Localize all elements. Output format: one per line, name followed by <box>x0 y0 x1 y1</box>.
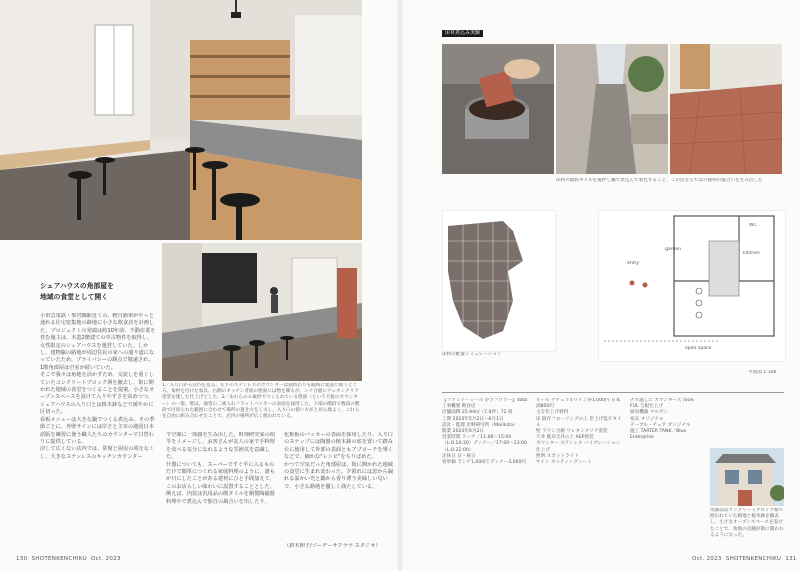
body-paragraph-6: 什器についても、スーパーですぐ手に入るものだけで簡単につくれる家庭料理のように、誰もが日にしたことがある建材にひと手間加えて、このお店らしい味わいに設置することとした。例えば、内装は汎用品の階タイルを桐製陶磁器料理やで煮込んで独自の風合いを出したり、 <box>166 461 275 505</box>
plan-label-entry: entry <box>627 261 640 266</box>
plan-label-kitchen: kitchen <box>743 251 760 256</box>
alley-photo <box>556 44 668 174</box>
body-paragraph-8: かつて空室だった角部屋は、街に開かれた地域の食堂に生まれ変わった。夕暮れには窓から漏れる温かい光と鍋から香り漂う美味しい匂いで、小さな路地を優しく満たしている。 <box>284 461 393 490</box>
right-page <box>402 0 800 571</box>
plan-label-garden: garden <box>665 247 682 252</box>
body-paragraph-7: 化粧板のバッカーの表面を採用したり、入り口のステップには陶器の植木鉢の底を置いて踏み台に使用して外部の表面ともアプローチを導くなどで、細かな"レシピ"をちりばめた。 <box>284 432 393 461</box>
spec-column-2: ビール ナチュラルワイン各1,000円 日本酒800円 主な仕上げ材料 床 既存フローリングの上 臣上げ塩ビタイル 壁 ラワン合板 ウレタンクリア塗装 天井 既存天井の上 AEP塗装 カウンター ステンレス バイブレーション仕上げ 照明 スポットライト サイン カッティングシート <box>536 398 622 466</box>
experiment-caption: 床材の階段タイルを撹拌し鍋で煮込んで着色すること、この店ならではの独特の風合いを生み出した <box>556 178 763 183</box>
body-paragraph-1: 小田急電鉄・参宮橋駅近くの、軽自動車がやっと通れる住宅密集地の路地に小さな飲食店を計画した。プロジェクトの発端は約10年前、不動産業を営む施主は、木造2階建ての中古物件を取得し、女性限定のシェアハウスを運営していた。しかし、建物脇の路地が周辺住民の家への通り道になっていたため、プライバシーの観点で敬遠され、1階角部屋は空室が続いていた。 <box>40 313 156 371</box>
page-number: 131 <box>785 556 797 562</box>
photo-caption: 1／入り口から店内を見る。左手のステンレスのカウンターは週替わりも臨時に建設に使うところ。角材を付けた家具、右側のキッチン背面の壁面には物を飾るが、シナ合板にウレタンクリア塗装を施した仕上げとした。2／あれらのル素材でつくられている壁面（という天板のカウンター）の一般。壁は、通常の二重入れフラットバッカーの表面を採用した、下部の階段で数段の階段で区切られた範囲に合わせて場所の置き方を工夫し、入り口の使い方がと居心地よく、これらを自由に組み合わせたことで、店内の場所が広く使われている。 <box>162 383 360 420</box>
article-heading-line1: シェアハウスの角部屋を <box>40 282 114 290</box>
stew-experiment-photo <box>442 44 554 174</box>
left-folio <box>16 556 121 562</box>
floor-plan <box>598 210 786 362</box>
author-credit: （鈴木伸子/ゾーデーサクラマ スタジオ） <box>284 543 381 549</box>
body-text-col3 <box>284 432 394 542</box>
interior-main-photo <box>0 0 362 240</box>
simulation-caption: 床材の配置シミュレーション <box>442 352 502 357</box>
article-heading-line2: 地域の食堂として開く <box>40 293 108 301</box>
spec-rule <box>442 392 784 393</box>
right-folio <box>692 556 797 562</box>
body-paragraph-2: そこで我々は角地を活かすため、交流しを重くしていたコンクリートブロック塀を撤去し、街に開かれた地域の食堂をつくることを提案。小さなオープンスペースを設けて入りやすさを高めつつ、シェアハウスの入り口とは植木鉢などで緩やかに区切った。 <box>40 372 155 416</box>
magazine-name: SHOTENKENCHIKU <box>725 556 782 562</box>
body-paragraph-3: 看板メニューは大きな鍋でつくる煮込み。その季節ごとに、外壁サインには岸さと主宰の地図日本語版を練習に使う職人たちのカウンターで日替わりに提供している。 <box>40 416 155 445</box>
floor-tile-simulation <box>442 210 556 352</box>
body-paragraph-4: 決して広くない店内では、常席と厨房の境をなくし、大きなステンレスのキッチンカウンター <box>40 446 155 460</box>
left-page <box>0 0 398 571</box>
issue-date: Oct. 2023 <box>692 556 722 562</box>
body-paragraph-5: で空間に一体感を生み出した。料理研究家の柏苓をイメージし、お客さんが友人の家で手料理を食べる気分になれるような雰囲気を意識した。 <box>166 432 275 461</box>
kitchen-photo <box>162 243 362 381</box>
issue-date: Oct. 2023 <box>91 556 121 562</box>
plan-label-wc: WC <box>749 223 757 228</box>
body-text-col2 <box>166 432 276 550</box>
page-number: 130 <box>16 556 28 562</box>
experiment-tag: 床材煮込み実験 <box>442 30 483 37</box>
floor-tile-photo <box>670 44 782 174</box>
spec-column-3: ナス越しに カウンター天 /SUS FUL 与板仕上げ 厨房機器 マルゼン 家具 オリジナル テーブル・チェア オリジナル 施工 TARTER TANK／Blue Enterprise <box>630 398 694 441</box>
magazine-name: SHOTENKENCHIKU <box>31 556 87 562</box>
plan-scale: 平面図 1:100 <box>748 370 777 375</box>
exterior-photo <box>710 448 784 506</box>
plan-label-open-space: open space <box>685 346 712 351</box>
exterior-caption: 改修前はコンクリートブロック塀で囲われていた路地と植木鉢を撤去し、小さなオープンスペースを設けたことで、角地の店舗が街に開かれるようになった。 <box>710 508 784 538</box>
spec-column-1: 【ファミリーミール かラフワワー】data 工事概要 飲食店 店舗面積 25.94㎡（7.8坪）72 席 工期 2023年5月2日～6月1日 設計・監理 岸野研究所（Marikiza） 開業 2023年6月2日 営業時間 ランチ／11:00～15:00（L.O.14:30）ディナー／17:00～23:00（L.O.22:00） 定休日 日・祝日 客単価 ランチ1,000円 ディナー3,000円 <box>442 398 528 466</box>
body-text-col1 <box>40 313 156 551</box>
